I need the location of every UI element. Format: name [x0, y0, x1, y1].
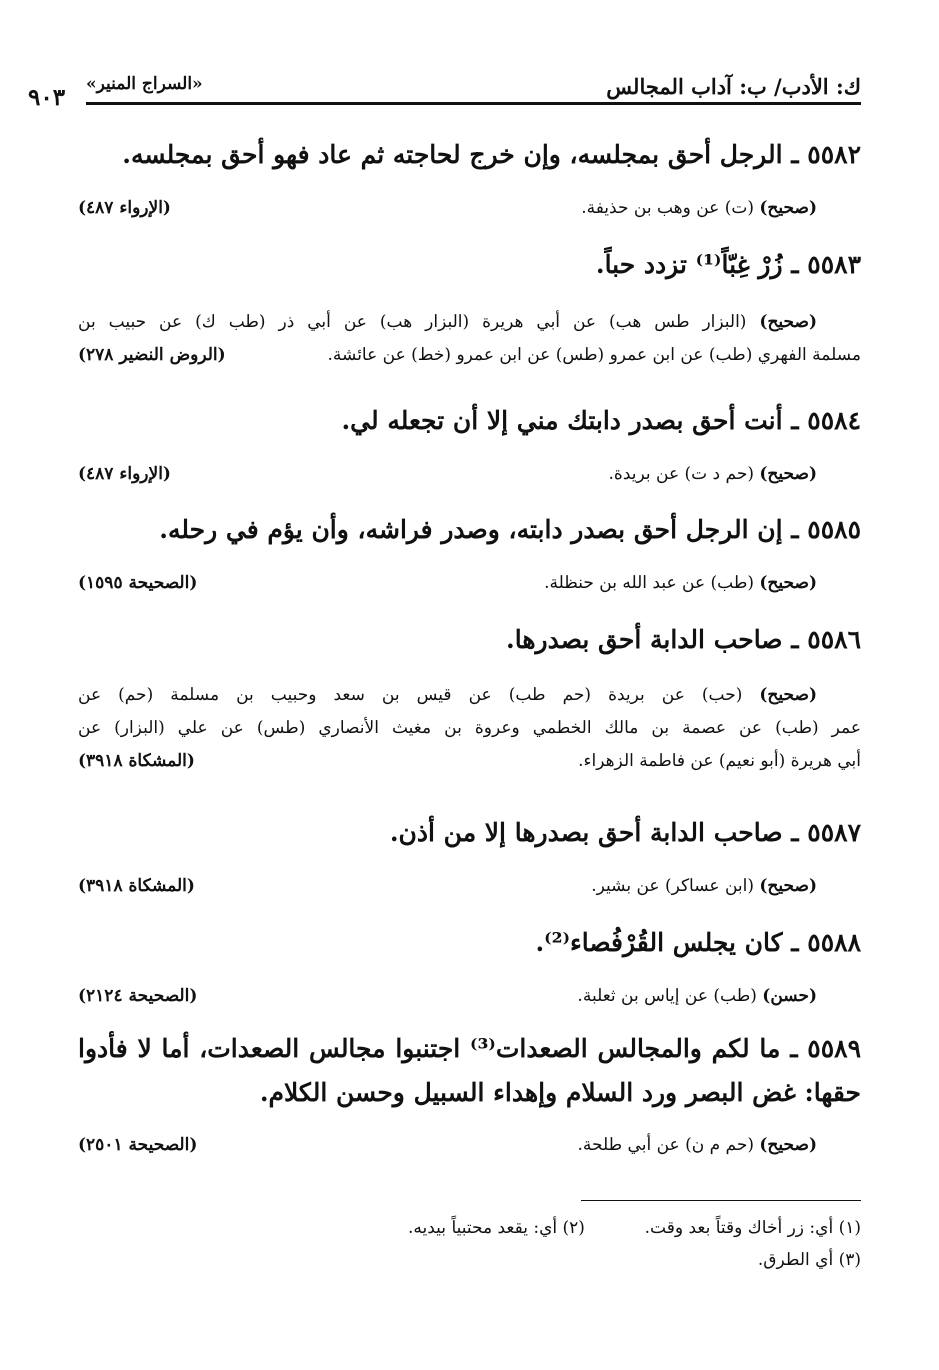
- footnote: [408, 1212, 585, 1244]
- hadith-number: ٥٥٨٥: [807, 515, 861, 544]
- source-line: [78, 745, 861, 778]
- hadith-number: ٥٥٨٣: [807, 250, 861, 279]
- hadith-text: ما لكم والمجالس الصعدات⁽³⁾ اجتنبوا مجالس الصعدات، أما لا فأدوا حقها: غض البصر ورد السلام وإهداء السبيل وحسن الكلام.: [78, 1034, 861, 1107]
- hadith-text: الرجل أحق بمجلسه، وإن خرج لحاجته ثم عاد فهو أحق بمجلسه.: [122, 140, 783, 169]
- grade-label: (صحيح): [759, 464, 817, 484]
- hadith-text-line: ٥٥٨٣ ـ زُرْ غِبّاً⁽¹⁾ تزدد حباً.: [595, 250, 861, 279]
- source-line: [78, 870, 861, 903]
- hadith-entry: [78, 810, 861, 903]
- source-text: (ت) عن وهب بن حذيفة.: [581, 198, 754, 218]
- footnote-row: [78, 1212, 861, 1244]
- reference: (المشكاة ٣٩١٨): [78, 751, 195, 771]
- footnote: [645, 1212, 861, 1244]
- hadith-number: ٥٥٨٦: [807, 625, 861, 654]
- hadith-entry: [78, 617, 861, 778]
- hadith-text: أنت أحق بصدر دابتك مني إلا أن تجعله لي.: [341, 406, 783, 435]
- hadith-number: ٥٥٨٩: [807, 1034, 861, 1063]
- book-title: «السراج المنير»: [86, 74, 203, 94]
- reference: (الإرواء ٤٨٧): [78, 464, 171, 484]
- hadith-entry: [78, 507, 861, 600]
- footnote-text: أي: زر أخاك وقتاً بعد وقت.: [644, 1218, 834, 1238]
- chapter-heading: ك: الأدب/ ب: آداب المجالس: [606, 74, 861, 99]
- source-line: [78, 980, 861, 1013]
- hadith-text: إن الرجل أحق بصدر دابته، وصدر فراشه، وأن يؤم في رحله.: [159, 515, 783, 544]
- hadith-number: ٥٥٨٢: [807, 140, 861, 169]
- hadith-text: كان يجلس القُرْفُصاء⁽²⁾.: [535, 928, 783, 957]
- footnote-marker: (٣): [838, 1250, 861, 1270]
- hadith-text-line: ٥٥٨٩ ـ ما لكم والمجالس الصعدات⁽³⁾ اجتنبوا مجالس الصعدات، أما لا فأدوا حقها: غض البصر ورد السلام وإهداء السبيل وحسن الكلام.: [78, 1034, 861, 1107]
- grade-label: (صحيح): [759, 198, 817, 218]
- footnote-marker: (١): [838, 1218, 861, 1238]
- hadith-text: زُرْ غِبّاً⁽¹⁾ تزدد حباً.: [595, 250, 783, 279]
- footnote-rule: [581, 1200, 861, 1201]
- source-line: [78, 567, 861, 600]
- source-line: [78, 712, 861, 745]
- grade-label: (صحيح): [759, 876, 817, 896]
- reference: (الصحيحة ٢٥٠١): [78, 1135, 198, 1155]
- footnote-marker: (٢): [562, 1218, 585, 1238]
- grade-label: (صحيح): [759, 312, 818, 332]
- hadith-text-line: ٥٥٨٥ ـ إن الرجل أحق بصدر دابته، وصدر فراشه، وأن يؤم في رحله.: [159, 515, 861, 544]
- reference: (المشكاة ٣٩١٨): [78, 876, 195, 896]
- hadith-text: صاحب الدابة أحق بصدرها إلا من أذن.: [389, 818, 783, 847]
- grade-label: (حسن): [762, 986, 817, 1006]
- source-text: (طب) عن إياس بن ثعلبة.: [577, 986, 757, 1006]
- source-line: [78, 458, 861, 491]
- hadith-entry: [78, 920, 861, 1013]
- hadith-text-line: ٥٥٨٦ ـ صاحب الدابة أحق بصدرها.: [506, 625, 861, 654]
- hadith-number: ٥٥٨٤: [807, 406, 861, 435]
- footnote-text: أي: يقعد محتبياً بيديه.: [408, 1218, 558, 1238]
- source-text: عمر (طب) عن عصمة بن مالك الخطمي وعروة بن مغيث الأنصاري (طس) عن علي (البزار) عن: [78, 718, 861, 738]
- footnote-text: أي الطرق.: [757, 1250, 834, 1270]
- page-number: ٩٠٣: [28, 84, 66, 111]
- source-line: [78, 306, 861, 339]
- source-line: [78, 339, 861, 372]
- source-text: (حم م ن) عن أبي طلحة.: [577, 1135, 754, 1155]
- source-text: (طب) عن عبد الله بن حنظلة.: [544, 573, 754, 593]
- source-text: مسلمة الفهري (طب) عن ابن عمرو (طس) عن ابن عمرو (خط) عن عائشة.: [327, 345, 861, 365]
- reference: (الروض النضير ٢٧٨): [78, 345, 226, 365]
- page-header: [28, 70, 861, 111]
- source-line: [78, 1129, 861, 1162]
- footnote-row: [78, 1244, 861, 1276]
- source-line: [78, 192, 861, 225]
- source-text: (حم د ت) عن بريدة.: [608, 464, 754, 484]
- hadith-text-line: ٥٥٨٧ ـ صاحب الدابة أحق بصدرها إلا من أذن.: [389, 818, 861, 847]
- source-text: أبي هريرة (أبو نعيم) عن فاطمة الزهراء.: [578, 751, 861, 771]
- footnote: [758, 1244, 861, 1276]
- hadith-number: ٥٥٨٧: [807, 818, 861, 847]
- hadith-entry: [78, 242, 861, 372]
- source-line: [78, 679, 861, 712]
- source-text: (البزار طس هب) عن أبي هريرة (البزار هب) عن أبي ذر (طب ك) عن حبيب بن: [78, 312, 747, 332]
- reference: (الصحيحة ١٥٩٥): [78, 573, 198, 593]
- grade-label: (صحيح): [759, 1135, 817, 1155]
- source-text: (حب) عن بريدة (حم طب) عن قيس بن سعد وحبيب بن مسلمة (حم) عن: [78, 685, 743, 705]
- hadith-entry: [78, 398, 861, 491]
- hadith-number: ٥٥٨٨: [807, 928, 861, 957]
- hadith-entry: [78, 1027, 861, 1162]
- source-text: (ابن عساكر) عن بشير.: [591, 876, 754, 896]
- hadith-text-line: ٥٥٨٤ ـ أنت أحق بصدر دابتك مني إلا أن تجعله لي.: [341, 406, 861, 435]
- header-rule: [86, 102, 861, 105]
- hadith-text-line: ٥٥٨٨ ـ كان يجلس القُرْفُصاء⁽²⁾.: [535, 928, 861, 957]
- footnotes: [78, 1212, 861, 1276]
- grade-label: (صحيح): [759, 573, 817, 593]
- reference: (الصحيحة ٢١٢٤): [78, 986, 198, 1006]
- hadith-text: صاحب الدابة أحق بصدرها.: [506, 625, 783, 654]
- hadith-text-line: ٥٥٨٢ ـ الرجل أحق بمجلسه، وإن خرج لحاجته ثم عاد فهو أحق بمجلسه.: [122, 140, 861, 169]
- reference: (الإرواء ٤٨٧): [78, 198, 171, 218]
- hadith-entry: [78, 132, 861, 225]
- grade-label: (صحيح): [759, 685, 817, 705]
